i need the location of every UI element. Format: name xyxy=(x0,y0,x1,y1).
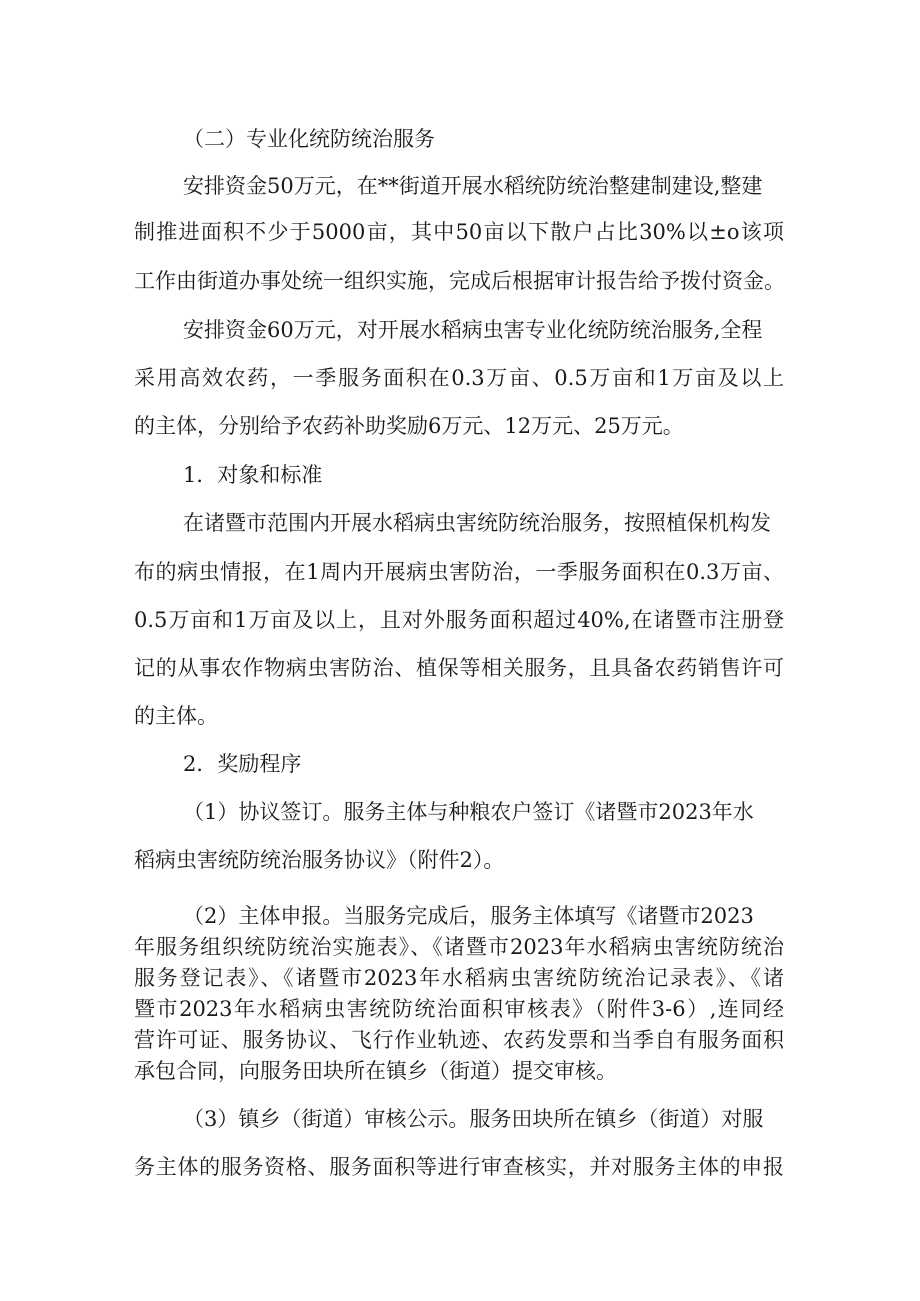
paragraph-line: （3）镇乡（街道）审核公示。服务田块所在镇乡（街道）对服 xyxy=(183,1107,764,1131)
paragraph-line: 营许可证、服务协议、飞行作业轨迹、农药发票和当季自有服务面积 xyxy=(134,1028,784,1052)
paragraph-line: 采用高效农药，一季服务面积在0.3万亩、0.5万亩和1万亩及以上 xyxy=(134,366,784,390)
paragraph-line: 0.5万亩和1万亩及以上，且对外服务面积超过40%,在诸暨市注册登 xyxy=(134,608,784,632)
paragraph-line: （1）协议签订。服务主体与种粮农户签订《诸暨市2023年水 xyxy=(183,800,754,824)
paragraph-line: 制推进面积不少于5000亩，其中50亩以下散户占比30%以±o该项 xyxy=(134,220,784,244)
paragraph-line: 的主体，分别给予农药补助奖励6万元、12万元、25万元。 xyxy=(134,414,684,438)
paragraph-line: 暨市2023年水稻病虫害统防统治面积审核表》（附件3-6）,连同经 xyxy=(134,997,784,1021)
paragraph-line: 在诸暨市范围内开展水稻病虫害统防统治服务，按照植保机构发 xyxy=(183,511,771,535)
paragraph-line: 记的从事农作物病虫害防治、植保等相关服务，且具备农药销售许可 xyxy=(134,656,784,680)
paragraph-line: 稻病虫害统防统治服务协议》（附件2）。 xyxy=(134,848,505,872)
paragraph-line: 安排资金60万元，对开展水稻病虫害专业化统防统治服务,全程 xyxy=(183,318,763,342)
paragraph-line: 务主体的服务资格、服务面积等进行审查核实，并对服务主体的申报 xyxy=(134,1155,784,1179)
paragraph-line: 工作由街道办事处统一组织实施，完成后根据审计报告给予拨付资金。 xyxy=(134,269,785,293)
paragraph-line: 承包合同，向服务田块所在镇乡（街道）提交审核。 xyxy=(134,1059,617,1083)
paragraph-line: 安排资金50万元，在**街道开展水稻统防统治整建制建设,整建 xyxy=(183,174,763,198)
section-heading: （二）专业化统防统治服务 xyxy=(183,127,435,151)
paragraph-line: 服务登记表》、《诸暨市2023年水稻病虫害统防统治记录表》、《诸 xyxy=(134,966,784,990)
paragraph-line: （2）主体申报。当服务完成后，服务主体填写《诸暨市2023 xyxy=(183,904,754,928)
paragraph-line: 年服务组织统防统治实施表》、《诸暨市2023年水稻病虫害统防统治 xyxy=(134,935,784,959)
paragraph-line: 布的病虫情报，在1周内开展病虫害防治，一季服务面积在0.3万亩、 xyxy=(134,560,784,584)
subheading-2: 2．奖励程序 xyxy=(183,752,302,776)
paragraph-line: 的主体。 xyxy=(134,704,218,728)
subheading-1: 1．对象和标准 xyxy=(183,463,323,487)
